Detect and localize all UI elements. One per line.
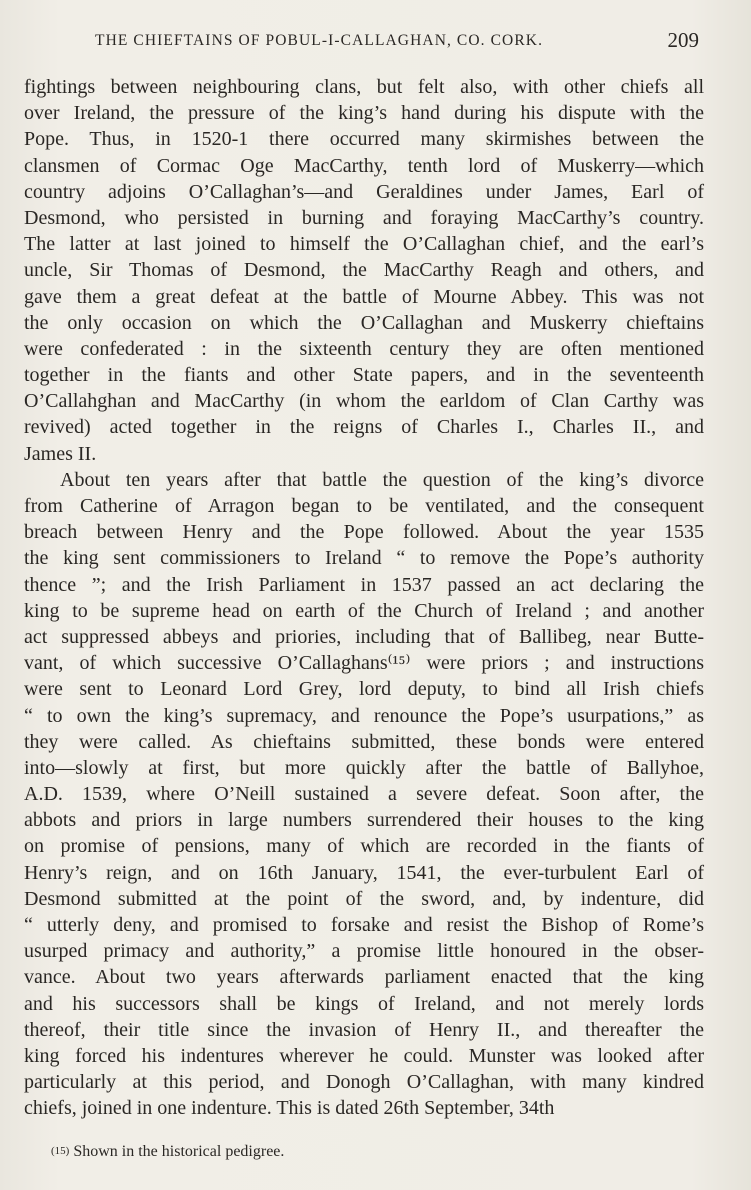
text-line: the king sent commissioners to Ireland “ to remove the Pope’s authority <box>24 547 704 570</box>
text-line: James II. <box>24 442 97 465</box>
body-text <box>24 74 704 1122</box>
text-line: particularly at this period, and Donogh O’Callaghan, with many kindred <box>24 1071 704 1094</box>
text-line: “ to own the king’s supremacy, and renounce the Pope’s usurpations,” as <box>24 704 704 727</box>
text-line: country adjoins O’Callaghan’s—and Geraldines under James, Earl of <box>24 180 704 203</box>
text-line: “ utterly deny, and promised to forsake and resist the Bishop of Rome’s <box>24 914 704 936</box>
text-line: on promise of pensions, many of which are recorded in the fiants of <box>24 835 704 858</box>
text-line: they were called. As chieftains submitted, these bonds were entered <box>24 730 704 753</box>
page-number: 209 <box>667 28 699 52</box>
text-line: abbots and priors in large numbers surrendered their houses to the king <box>24 809 704 832</box>
text-line: king to be supreme head on earth of the Church of Ireland ; and another <box>24 599 704 622</box>
text-line: king forced his indentures wherever he could. Munster was looked after <box>24 1044 704 1067</box>
text-line: together in the fiants and other State papers, and in the seventeenth <box>24 364 704 387</box>
text-line: into—slowly at first, but more quickly after the battle of Ballyhoe, <box>24 756 704 779</box>
text-line: vant, of which successive O’Callaghans⁽¹⁵⁾ were priors ; and instructions <box>24 652 704 675</box>
footnote <box>51 1143 284 1161</box>
text-line: from Catherine of Arragon began to be ventilated, and the consequent <box>24 495 704 517</box>
text-line: the only occasion on which the O’Callaghan and Muskerry chieftains <box>24 311 704 334</box>
text-line: Desmond, who persisted in burning and foraying MacCarthy’s country. <box>24 206 704 229</box>
text-line: Desmond submitted at the point of the sword, and, by indenture, did <box>24 887 704 910</box>
text-line: O’Callahghan and MacCarthy (in whom the earldom of Clan Carthy was <box>24 390 704 413</box>
footnote-marker: (15) <box>51 1145 70 1157</box>
text-line: The latter at last joined to himself the O’Callaghan chief, and the earl’s <box>24 233 704 256</box>
text-line: and his successors shall be kings of Ireland, and not merely lords <box>24 992 704 1015</box>
text-line: breach between Henry and the Pope followed. About the year 1535 <box>24 521 704 544</box>
text-line: thence ”; and the Irish Parliament in 1537 passed an act declaring the <box>24 573 704 596</box>
text-line: Henry’s reign, and on 16th January, 1541, the ever-turbulent Earl of <box>24 861 704 884</box>
text-line: fightings between neighbouring clans, but felt also, with other chiefs all <box>24 76 704 98</box>
text-line: usurped primacy and authority,” a promise little honoured in the obser- <box>24 940 704 963</box>
text-line: vance. About two years afterwards parliament enacted that the king <box>24 966 704 989</box>
text-line: gave them a great defeat at the battle of Mourne Abbey. This was not <box>24 285 704 308</box>
text-line: thereof, their title since the invasion of Henry II., and thereafter the <box>24 1018 704 1041</box>
footnote-text: Shown in the historical pedigree. <box>73 1143 285 1160</box>
text-line: were confederated : in the sixteenth century they are often mentioned <box>24 337 704 360</box>
text-line: revived) acted together in the reigns of Charles I., Charles II., and <box>24 416 704 439</box>
text-line: chiefs, joined in one indenture. This is dated 26th September, 34th <box>24 1097 555 1120</box>
text-line: clansmen of Cormac Oge MacCarthy, tenth lord of Muskerry—which <box>24 154 704 177</box>
running-title: THE CHIEFTAINS OF POBUL-I-CALLAGHAN, CO. CORK. <box>95 32 544 49</box>
text-line: A.D. 1539, where O’Neill sustained a severe defeat. Soon after, the <box>24 783 704 806</box>
text-line: uncle, Sir Thomas of Desmond, the MacCarthy Reagh and others, and <box>24 259 704 282</box>
paragraph <box>24 467 704 1122</box>
paragraph <box>24 74 704 467</box>
text-line: over Ireland, the pressure of the king’s hand during his dispute with the <box>24 102 704 125</box>
text-line: act suppressed abbeys and priories, including that of Ballibeg, near Butte- <box>24 625 704 648</box>
text-line: Pope. Thus, in 1520-1 there occurred many skirmishes between the <box>24 128 704 151</box>
running-header <box>95 28 705 56</box>
text-line: About ten years after that battle the question of the king’s divorce <box>60 468 704 491</box>
text-line: were sent to Leonard Lord Grey, lord deputy, to bind all Irish chiefs <box>24 678 704 701</box>
